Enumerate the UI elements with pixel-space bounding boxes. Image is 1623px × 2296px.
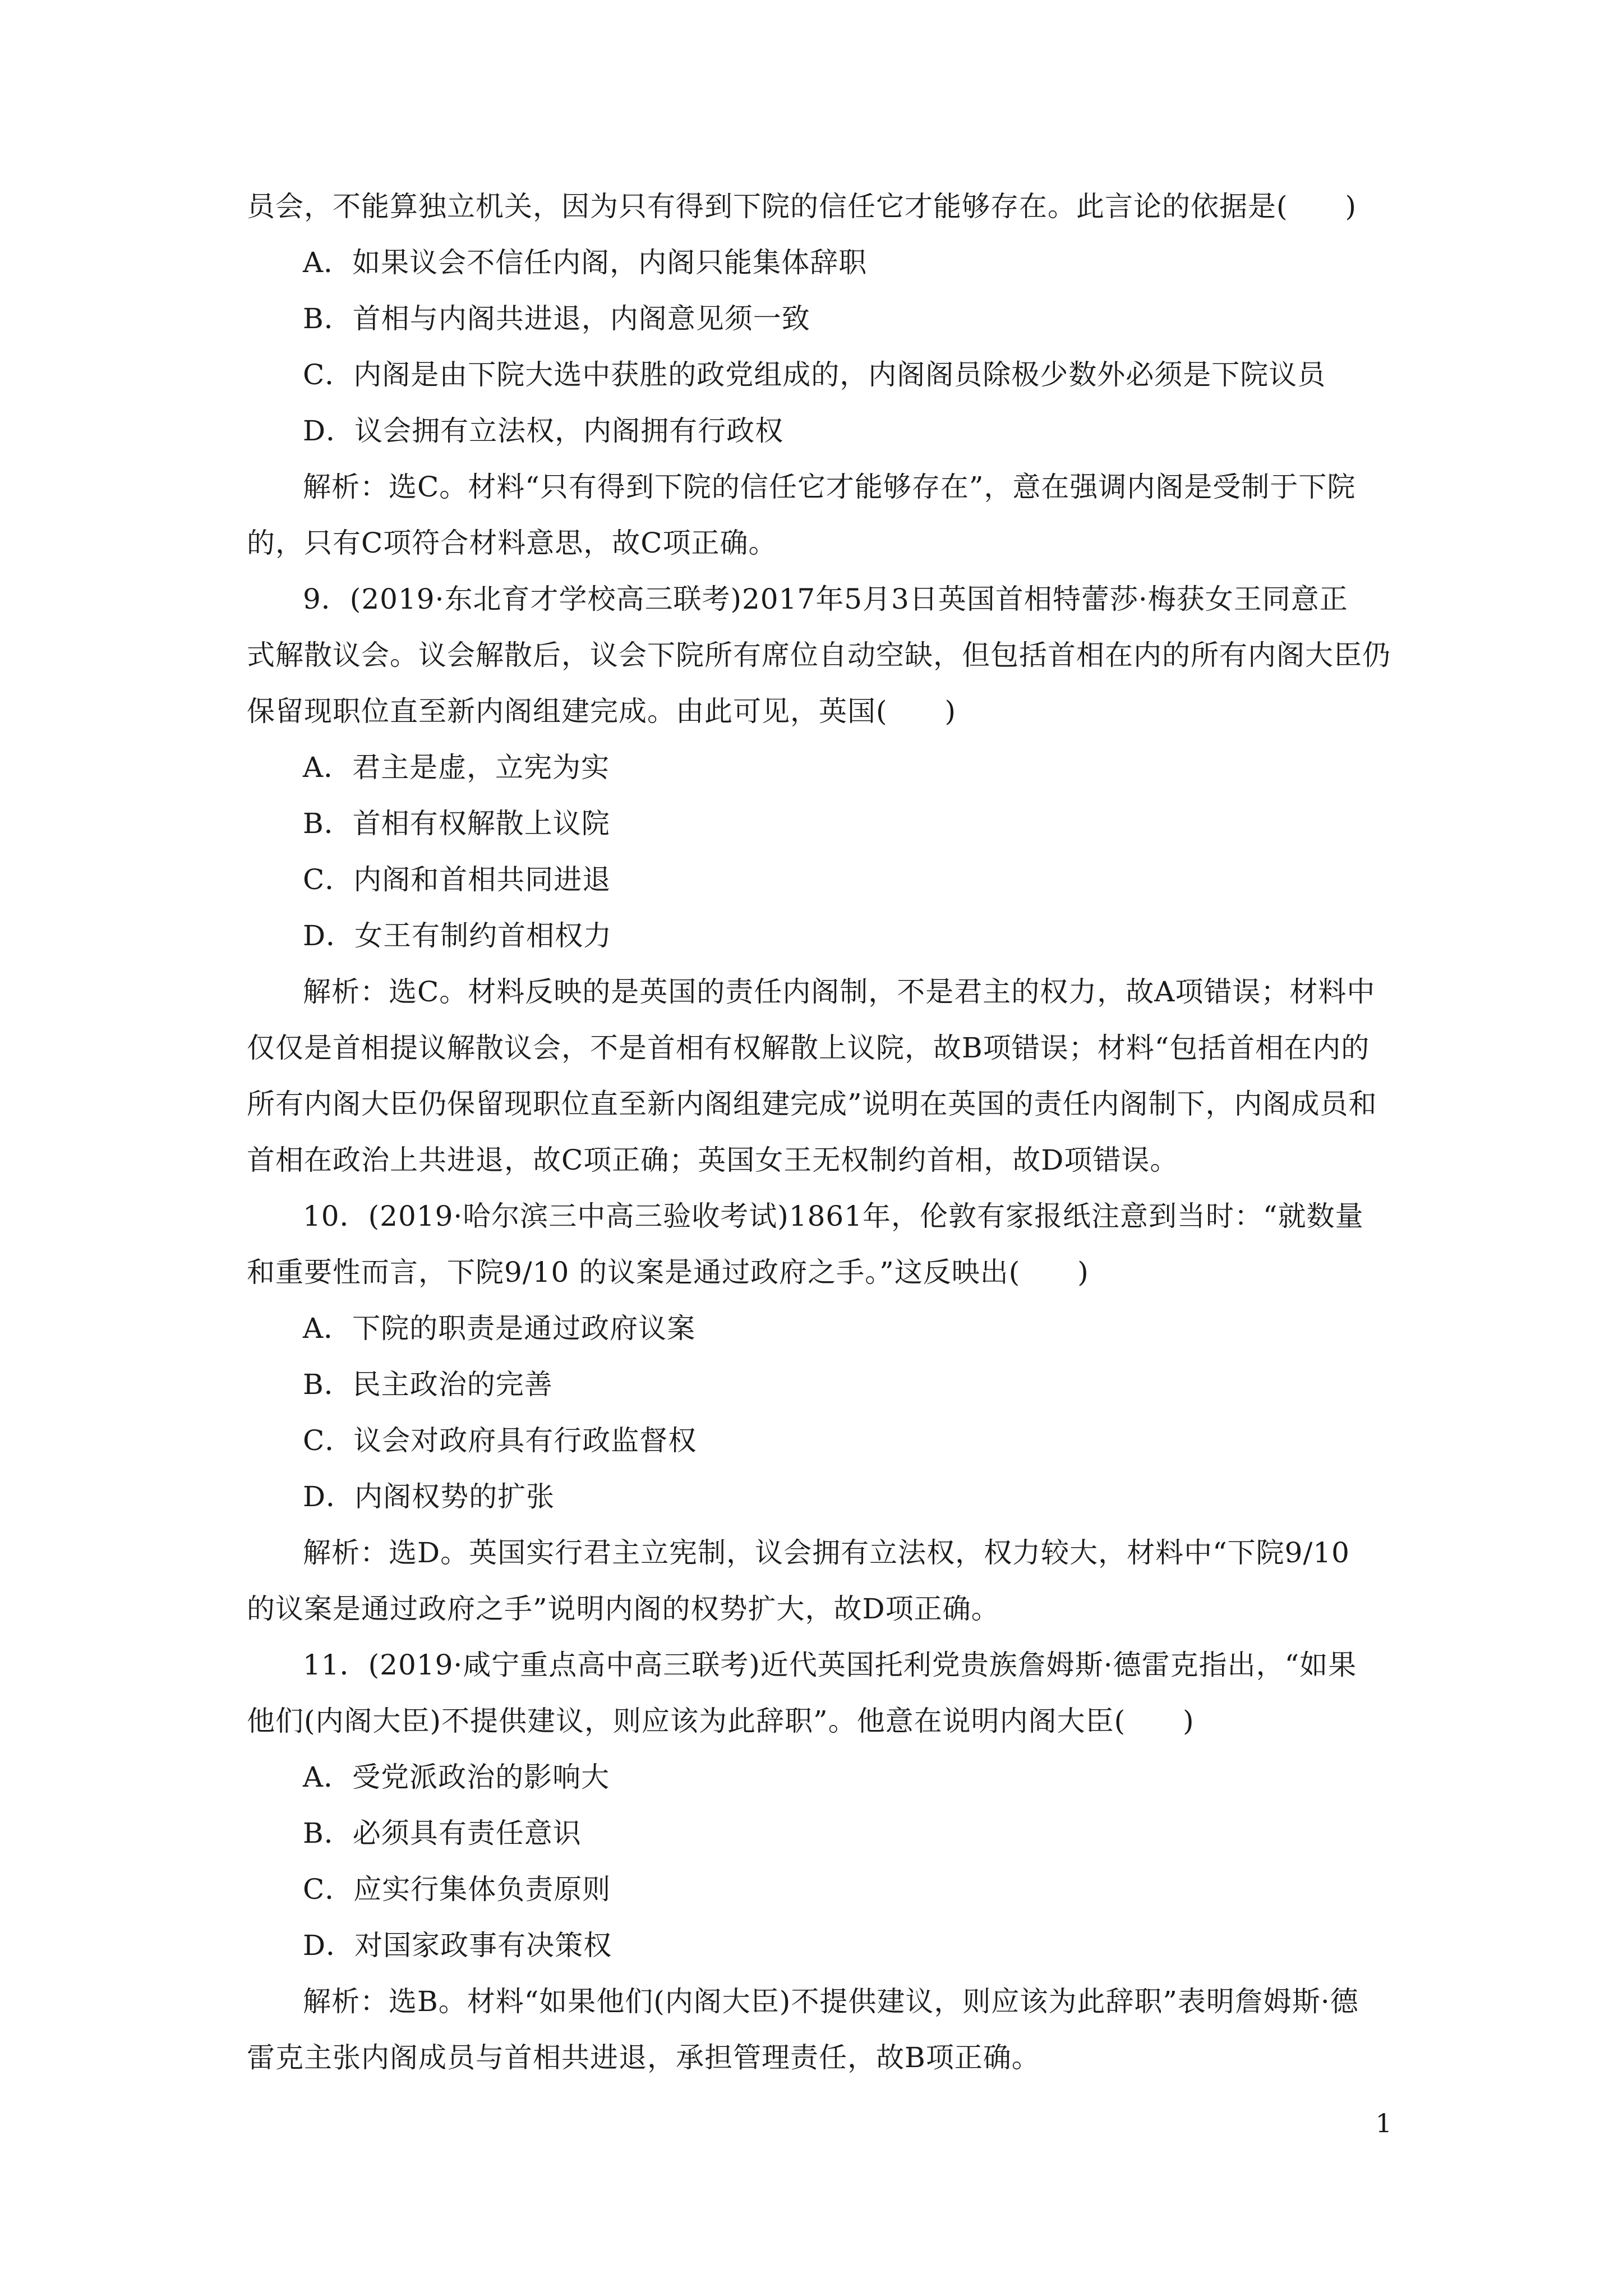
text-line: A．下院的职责是通过政府议案 xyxy=(303,1312,696,1345)
text-line: 和重要性而言，下院9/10 的议案是通过政府之手。”这反映出( ) xyxy=(247,1256,1089,1289)
text-line: 式解散议会。议会解散后，议会下院所有席位自动空缺，但包括首相在内的所有内阁大臣仍 xyxy=(247,639,1391,671)
text-line: 10．(2019·哈尔滨三中高三验收考试)1861年，伦敦有家报纸注意到当时：“就数量 xyxy=(303,1200,1364,1232)
text-line: 他们(内阁大臣)不提供建议，则应该为此辞职”。他意在说明内阁大臣( ) xyxy=(247,1705,1195,1737)
text-line: 首相在政治上共进退，故C项正确；英国女王无权制约首相，故D项错误。 xyxy=(247,1144,1179,1176)
text-line: D．对国家政事有决策权 xyxy=(303,1929,612,1962)
page-number: 1 xyxy=(1375,2108,1392,2138)
text-line: 解析：选C。材料“只有得到下院的信任它才能够存在”，意在强调内阁是受制于下院 xyxy=(303,471,1356,503)
text-line: 员会，不能算独立机关，因为只有得到下院的信任它才能够存在。此言论的依据是( ) xyxy=(247,190,1357,223)
text-line: C．应实行集体负责原则 xyxy=(303,1873,611,1906)
text-line: A．君主是虚，立宪为实 xyxy=(303,751,610,784)
text-line: A．如果议会不信任内阁，内阁只能集体辞职 xyxy=(303,246,868,279)
text-line: D．女王有制约首相权力 xyxy=(303,919,612,952)
text-line: 的议案是通过政府之手”说明内阁的权势扩大，故D项正确。 xyxy=(247,1593,1000,1625)
text-line: C．议会对政府具有行政监督权 xyxy=(303,1424,697,1457)
text-line: B．民主政治的完善 xyxy=(303,1368,553,1401)
text-line: A．受党派政治的影响大 xyxy=(303,1761,610,1793)
text-line: 的，只有C项符合材料意思，故C项正确。 xyxy=(247,527,777,559)
text-line: D．议会拥有立法权，内阁拥有行政权 xyxy=(303,415,784,447)
text-line: B．首相与内阁共进退，内阁意见须一致 xyxy=(303,302,810,335)
text-line: 解析：选C。材料反映的是英国的责任内阁制，不是君主的权力，故A项错误；材料中 xyxy=(303,976,1376,1008)
text-line: C．内阁和首相共同进退 xyxy=(303,863,611,896)
text-line: 保留现职位直至新内阁组建完成。由此可见，英国( ) xyxy=(247,695,957,728)
text-line: 11．(2019·咸宁重点高中高三联考)近代英国托利党贵族詹姆斯·德雷克指出，“如果 xyxy=(303,1649,1357,1681)
text-line: 所有内阁大臣仍保留现职位直至新内阁组建完成”说明在英国的责任内阁制下，内阁成员和 xyxy=(247,1088,1377,1120)
text-line: D．内阁权势的扩张 xyxy=(303,1480,555,1513)
text-line: 解析：选D。英国实行君主立宪制，议会拥有立法权，权力较大，材料中“下院9/10 xyxy=(303,1536,1350,1569)
document-body xyxy=(247,178,1391,2086)
text-line: C．内阁是由下院大选中获胜的政党组成的，内阁阁员除极少数外必须是下院议员 xyxy=(303,358,1326,391)
text-line: 雷克主张内阁成员与首相共进退，承担管理责任，故B项正确。 xyxy=(247,2041,1040,2074)
text-line: B．必须具有责任意识 xyxy=(303,1817,582,1849)
text-line: B．首相有权解散上议院 xyxy=(303,807,610,840)
text-line: 解析：选B。材料“如果他们(内阁大臣)不提供建议，则应该为此辞职”表明詹姆斯·德 xyxy=(303,1985,1359,2018)
text-line: 仅仅是首相提议解散议会，不是首相有权解散上议院，故B项错误；材料“包括首相在内的 xyxy=(247,1032,1370,1064)
text-line: 9．(2019·东北育才学校高三联考)2017年5月3日英国首相特蕾莎·梅获女王同意正 xyxy=(303,583,1348,615)
